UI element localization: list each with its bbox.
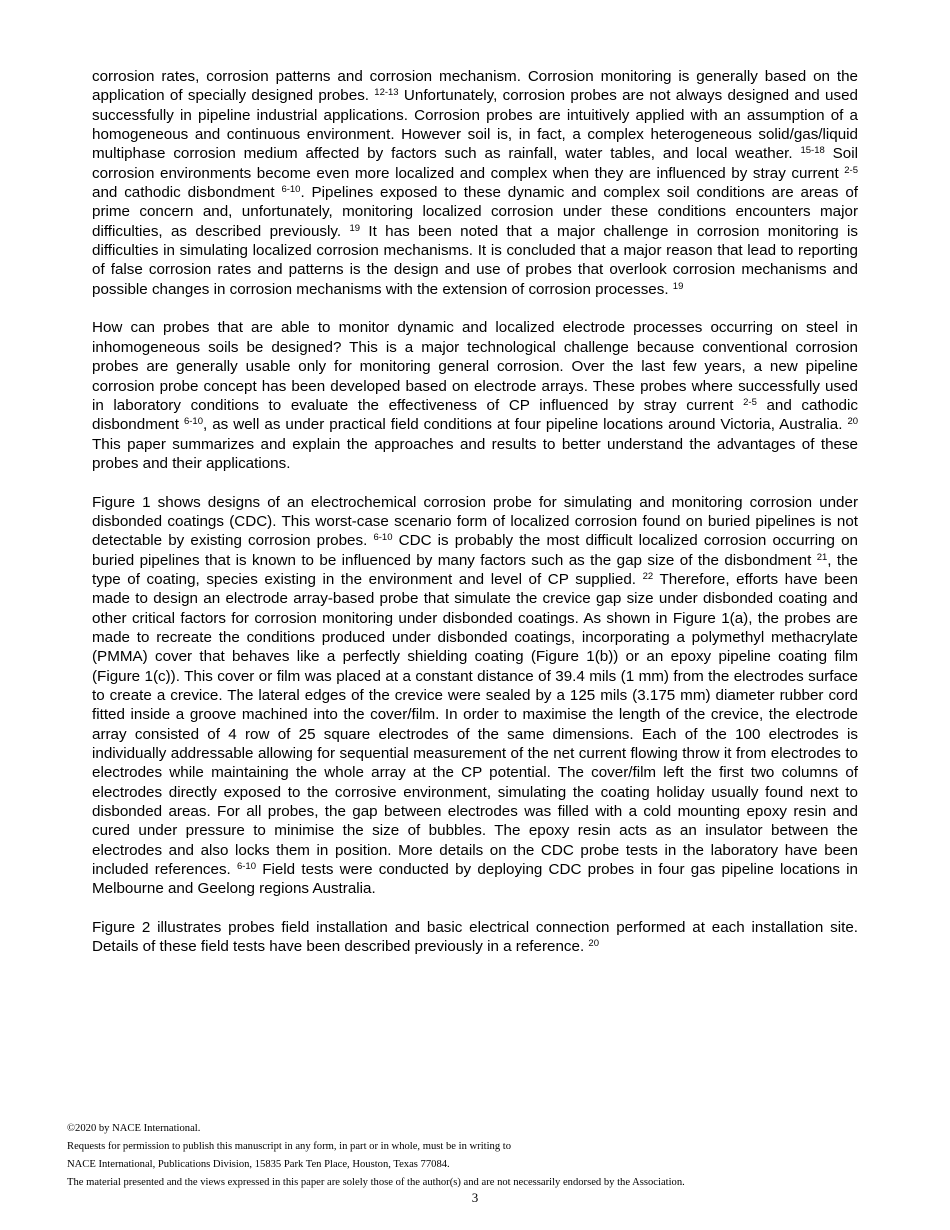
address-line: NACE International, Publications Division, 15835 Park Ten Place, Houston, Texas 77084. [67, 1159, 450, 1170]
paragraph [92, 318, 858, 473]
paragraph-text: Field tests were conducted by deploying CDC probes in four gas pipeline locations in Melbourne and Geelong regions Australia. [92, 861, 858, 898]
citation-ref: 6-10 [183, 416, 203, 428]
citation-ref: 6-10 [281, 184, 301, 196]
copyright-footer [67, 1120, 883, 1192]
citation-ref: 15-18 [800, 145, 825, 157]
paragraph-text: . Pipelines exposed to these dynamic and complex soil conditions are areas of prime concern and, unfortunately, monitoring localized corrosion under these conditions encounters major difficulties, as described previously. [92, 184, 858, 240]
citation-ref: 19 [672, 280, 684, 292]
paragraph-text: , the type of coating, species existing in the environment and level of CP supplied. [92, 551, 858, 588]
paragraph-text: Therefore, efforts have been made to design an electrode array-based probe that simulate the crevice gap size under disbonded coating and other critical factors for corrosion monitoring under disbonded coatings. As shown in Figure 1(a), the probes are made to recreate the conditions produced under disbonded coatings, incorporating a polymethyl methacrylate (PMMA) cover that behaves like a perfectly shielding coating (Figure 1(b)) or an epoxy pipeline coating film (Figure 1(c)). This cover or film was placed at a constant distance of 39.4 mils (1 mm) from the electrodes surface to create a crevice. The lateral edges of the crevice were sealed by a 125 mils (3.175 mm) diameter rubber cord fitted inside a groove machined into the cover/film. In order to maximise the length of the crevice, the electrode array consisted of 4 row of 25 square electrodes of the same dimensions. Each of the 100 electrodes is individually addressable allowing for sequential measurement of the net current flowing throw it from electrodes to electrodes while maintaining the whole array at the CP potential. The cover/film left the first two columns of electrodes directly exposed to the corrosive environment, simulating the coating holiday usually found next to disbonded areas. For all probes, the gap between electrodes was filled with a cold mounting epoxy resin and cured under pressure to minimise the size of bubbles. The epoxy resin acts as an insulator between the electrodes and also locks them in position. More details on the CDC probe tests in the laboratory have been included references. [92, 570, 858, 879]
paragraph-text: , as well as under practical field conditions at four pipeline locations around Victoria, Australia. [202, 416, 848, 434]
paragraph-text: This paper summarizes and explain the approaches and results to better understand the advantages of these probes and their applications. [92, 435, 858, 472]
paragraph-text: and cathodic disbondment [92, 184, 282, 202]
paragraph-text: corrosion rates, corrosion patterns and corrosion mechanism. Corrosion monitoring is generally based on the application of specially designed probes. [92, 68, 858, 105]
citation-ref: 2-5 [743, 396, 757, 408]
paragraph-text: Unfortunately, corrosion probes are not always designed and used successfully in pipeline industrial applications. Corrosion probes are intuitively applied with an assumption of a homogeneous and continuous environment. However soil is, in fact, a complex heterogeneous solid/gas/liquid multiphase corrosion medium affected by factors such as rainfall, water tables, and local weather. [92, 87, 858, 163]
copyright-line: ©2020 by NACE International. [67, 1123, 201, 1134]
paragraph-text: How can probes that are able to monitor dynamic and localized electrode processes occurring on steel in inhomogeneous soils be designed? This is a major technological challenge because conventional corrosion probes are generally usable only for monitoring general corrosion. Over the last few years, a new pipeline corrosion probe concept has been developed based on electrode arrays. These probes where successfully used in laboratory conditions to evaluate the effectiveness of CP influenced by stray current [92, 319, 858, 414]
paragraph-text: Figure 2 illustrates probes field installation and basic electrical connection performed at each installation site. Details of these field tests have been described previously in a reference. [92, 919, 858, 956]
citation-ref: 21 [816, 551, 828, 563]
paragraph [92, 493, 858, 899]
citation-ref: 22 [642, 570, 654, 582]
body-text [92, 67, 858, 976]
page-number: 3 [471, 1190, 479, 1205]
citation-ref: 6-10 [373, 532, 393, 544]
disclaimer-line: The material presented and the views expressed in this paper are solely those of the author(s) and are not necessarily endorsed by the Association. [67, 1177, 685, 1188]
citation-ref: 6-10 [236, 861, 256, 873]
paragraph [92, 918, 858, 957]
paragraph-text: Figure 1 shows designs of an electrochemical corrosion probe for simulating and monitoring corrosion under disbonded coatings (CDC). This worst-case scenario form of localized corrosion found on buried pipelines is not detectable by existing corrosion probes. [92, 493, 858, 550]
paragraph-text: It has been noted that a major challenge in corrosion monitoring is difficulties in simulating localized corrosion mechanisms. It is concluded that a major reason that lead to reporting of false corrosion rates and patterns is the design and use of probes that overlook corrosion mechanisms and possible changes in corrosion mechanisms with the extension of corrosion processes. [92, 222, 858, 298]
paragraph-text: Soil corrosion environments become even more localized and complex when they are influenced by stray current [92, 145, 858, 182]
paragraph-text: and cathodic disbondment [92, 396, 858, 434]
citation-ref: 19 [349, 222, 361, 234]
citation-ref: 12-13 [374, 87, 399, 99]
citation-ref: 20 [847, 416, 859, 428]
permission-line: Requests for permission to publish this manuscript in any form, in part or in whole, must be in writing to [67, 1141, 512, 1152]
citation-ref: 20 [588, 938, 599, 950]
paragraph [92, 67, 858, 299]
paragraph-text: CDC is probably the most difficult localized corrosion occurring on buried pipelines that is known to be influenced by many factors such as the gap size of the disbondment [92, 532, 858, 569]
citation-ref: 2-5 [844, 164, 858, 176]
